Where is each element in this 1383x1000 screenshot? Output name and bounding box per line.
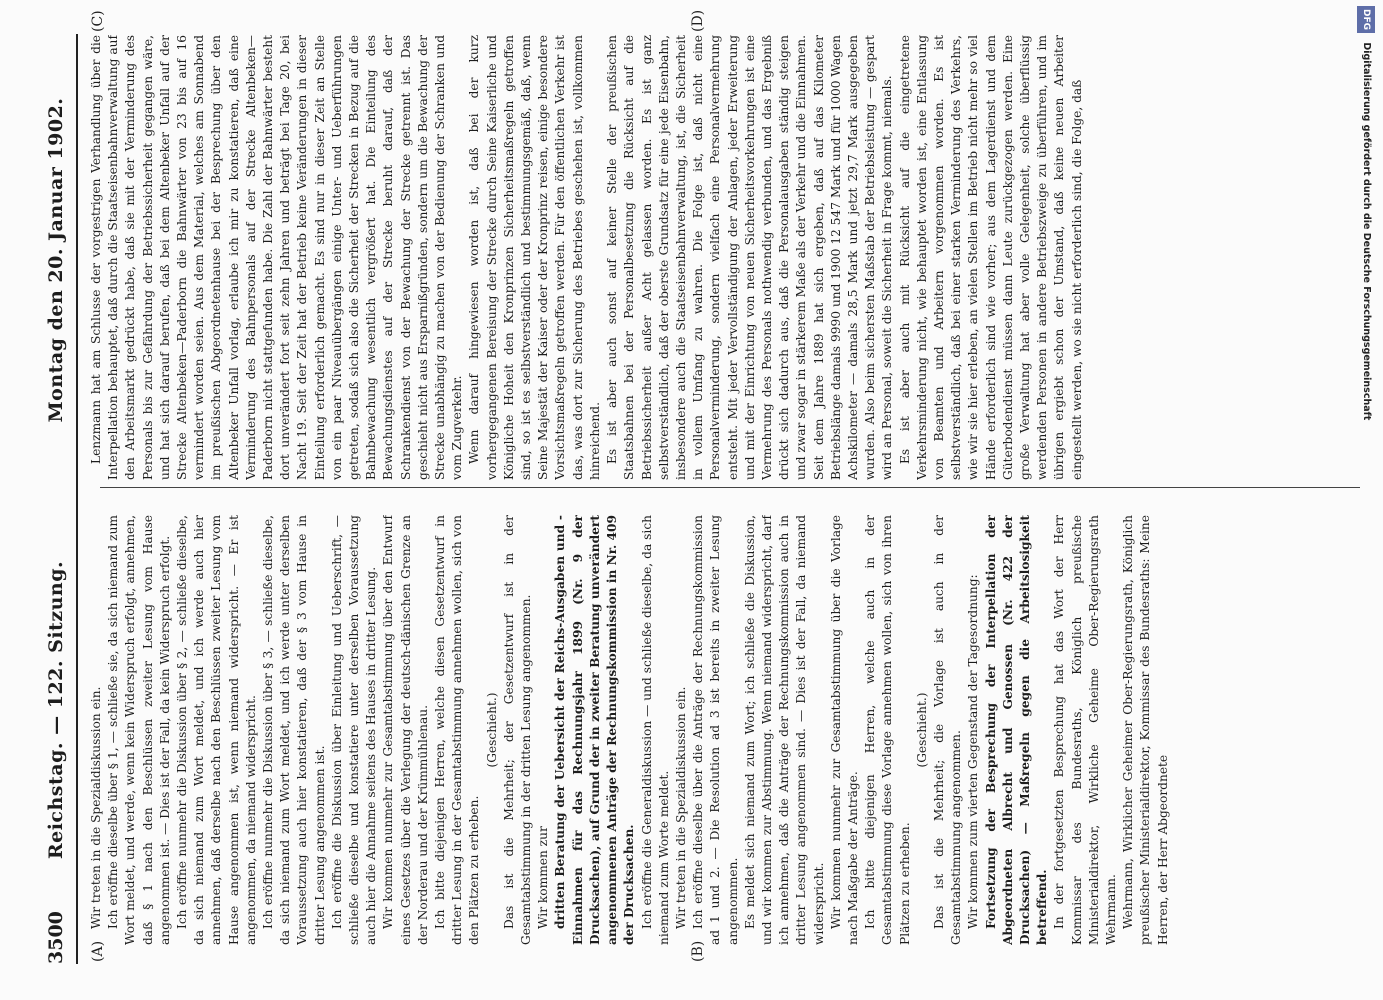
speaker-paragraph: Wehrmann, Wirklicher Geheimer Ober-Regierungsrath, Königlich preußischer Ministerialdirektor, Kommissar des Bundesraths: Meine Herren, der Herr Abgeordnete [1121,515,1170,945]
marker-d: (D) [690,9,706,32]
left-column [88,515,1363,945]
left-running-head: Reichstag. — 122. Sitzung. [45,560,67,860]
paragraph: Wir kommen nunmehr zur Gesamtabstimmung über den Entwurf eines Gesetzes über die Verlegung der deutsch-dänischen Grenze an der Norderau und der Krümmühlenau. [381,515,430,945]
paragraph: Wir kommen zum vierten Gegenstand der Tagesordnung: [966,574,981,929]
paragraph: Wir kommen zur [536,826,551,929]
paragraph: Ich eröffne dieselbe über § 1, — schließe sie, da sich niemand zum Wort meldet, und werde, wenn kein Widerspruch erfolgt, annehmen, daß § 1 nach den Beschlüssen zweiter Lesung vom Hause angenommen ist. — Dies ist der Fall, da kein Widerspruch erfolgt. [106,515,172,945]
page-number: 3500 [45,911,67,964]
paragraph: Ich eröffne nunmehr die Diskussion über § 2, — schließe dieselbe, da sich niemand zum Wort meldet, und ich werde auch hier annehmen, daß derselbe nach den Beschlüssen zweiter Lesung vom Hause angenommen ist, wenn niemand widerspricht. — Er ist angenommen, da niemand widerspricht. [175,515,258,945]
stage-direction: (Geschieht.) [484,692,499,768]
digitization-credit [1357,6,1375,966]
right-column [88,35,1363,480]
paragraph: Wir kommen nunmehr zur Gesamtabstimmung über die Vorlage nach Maßgabe der Anträge. [828,515,860,945]
paragraph: Wir treten in die Spezialdiskussion ein. [89,686,103,929]
paragraph: Es ist aber auch sonst auf keiner Stelle der preußischen Staatsbahnen bei der Personalbesetzung die Rücksicht auf die Betriebssicherheit außer Acht gelassen worden. Es ist ganz selbstverständlich, daß der oberste Grundsatz für eine jede Eisenbahn, insbesondere auch die Staatseisenbahnverwaltung, ist, die Sicherheit in vollem Umfang zu wahren. Die Folge ist, daß nicht eine Personalverminderung, sondern vielfach eine Personalvermehrung entsteht. Mit jeder Vervollständigung der Anlagen, jeder Erweiterung und mit der Einrichtung von neuen Sicherheitsvorkehrungen ist eine Vermehrung des Personals nothwendig verbunden, und das Ergebniß drückt sich dadurch aus, daß die Personalausgaben ständig steigen und zwar sogar in stärkerem Maße als der Verkehr und die Einnahmen. Seit dem Jahre 1889 hat sich ergeben, daß auf das Kilometer Betriebslänge damals 9990 und 1900 12 547 Mark und für 1000 Wagen Achskilometer — damals 28,5 Mark und jetzt 29,7 Mark ausgegeben wurden. Also beim sichersten Maßstab der Betriebsleistung — gespart wird an Personal, soweit die Sicherheit in Frage kommt, niemals. [605,35,895,480]
paragraph: Ich eröffne dieselbe über die Anträge der Rechnungskommission ad 1 und 2. — Die Resolution ad 3 ist bereits in zweiter Lesung angenommen. [691,515,740,945]
dfg-logo: DFG [1357,6,1375,33]
agenda-item-heading: Fortsetzung der Besprechung der Interpellation der Abgeordneten Albrecht und Genossen (Nr. 422 der Drucksachen) — Maßregeln gegen die Arbeitslosigkeit betreffend. [983,515,1050,945]
paragraph: Ich eröffne die Diskussion über Einleitung und Ueberschrift, — schließe dieselbe und konstatiere unter derselben Voraussetzung auch hier die Annahme seitens des Hauses in dritter Lesung. [329,515,379,945]
paragraph: Es ist aber auch mit Rücksicht auf die eingetretene Verkehrsminderung nicht, wie behauptet worden ist, eine Entlassung von Beamten und Arbeitern vorgenommen worden. Es ist selbstverständlich, daß bei einer starken Verminderung des Verkehrs, wie wir sie hier erleben, an vielen Stellen im Betrieb nicht mehr so viel Hände erforderlich sind wie vorher; aus dem Lagerdienst und dem Güterbodendienst müssen dann Leute zurückgezogen werden. Eine große Verwaltung hat aber volle Gelegenheit, solche überflüssig werdenden Personen in andere Betriebszweige zu überführen, und im übrigen ergiebt schon der Umstand, daß keine neuen Arbeiter eingestellt werden, wo sie nicht erforderlich sind, die Folge, daß [897,35,1084,480]
right-running-head: Montag den 20. Januar 1902. [45,97,67,423]
column-divider [100,487,1360,488]
paragraph: Das ist die Mehrheit; die Vorlage ist auch in der Gesamtabstimmung angenommen. [931,515,964,945]
header-rule [76,34,78,964]
paragraph: Ich eröffne die Generaldiskussion — und schließe dieselbe, da sich niemand zum Worte meldet. [639,515,671,945]
credit-text: Digitalisierung gefördert durch die Deutsche Forschungsgemeinschaft [1361,42,1372,421]
paragraph: Ich bitte diejenigen Herren, welche auch in der Gesamtabstimmung diese Vorlage annehmen wollen, sich von ihren Plätzen zu erheben. [863,515,912,945]
paragraph: Es meldet sich niemand zum Wort; ich schließe die Diskussion, und wir kommen zur Abstimmung. Wenn niemand widerspricht, darf ich annehmen, daß die Anträge der Rechnungskommission auch in dritter Lesung angenommen sind. — Dies ist der Fall, da niemand widerspricht. [742,515,826,945]
marker-b: (B) [690,940,706,962]
stage-direction: (Geschieht.) [914,692,929,768]
paragraph: Wir treten in die Spezialdiskussion ein. [673,686,688,929]
paragraph: Ich bitte diejenigen Herren, welche diesen Gesetzentwurf in dritter Lesung in der Gesamtabstimmung annehmen wollen, sich von den Plätzen zu erheben. [433,515,482,945]
paragraph: In der fortgesetzten Besprechung hat das Wort der Herr Kommissar des Bundesraths, Königlich preußische Ministerialdirektor, Wirkliche Geheime Ober-Regierungsrath Wehrmann. [1052,515,1118,945]
marker-a: (A) [90,940,106,962]
marker-c: (C) [90,10,106,32]
paragraph: Das ist die Mehrheit; der Gesetzentwurf ist in der Gesamtabstimmung in der dritten Lesung angenommen. [501,515,534,945]
agenda-item-heading: dritten Beratung der Uebersicht der Reichs-Ausgaben und -Einnahmen für das Rechnungsjahr 1899 (Nr. 9 der Drucksachen), auf Grund der in zweiter Beratung unverändert angenommenen Anträge der Rechnungskommission in Nr. 409 der Drucksachen. [553,515,637,945]
paragraph: Wenn darauf hingewiesen worden ist, daß bei der kurz vorhergegangenen Bereisung der Strecke durch Seine Kaiserliche und Königliche Hoheit den Kronprinzen Sicherheitsmaßregeln getroffen sind, so ist es selbstverständlich und bestimmungsgemäß, daß, wenn Seine Majestät der Kaiser oder der Kronprinz reisen, einige besondere Vorsichtsmaßregeln getroffen werden. Für den öffentlichen Verkehr ist das, was dort zur Sicherung des Betriebes geschehen ist, vollkommen hinreichend. [467,35,602,480]
paragraph: Ich eröffne nunmehr die Diskussion über § 3, — schließe dieselbe, da sich niemand zum Wort meldet, und ich werde unter derselben Voraussetzung auch hier konstatieren, daß der § 3 vom Hause in dritter Lesung angenommen ist. [261,515,327,945]
paragraph: Lenzmann hat am Schlusse der vorgestrigen Verhandlung über die Interpellation behauptet, daß durch die Staatseisenbahnverwaltung auf den Arbeitsmarkt gedrückt habe, daß sie mit der Verminderung des Personals bis zur Gefährdung der Betriebssicherheit gegangen wäre, und hat sich darauf berufen, daß bei dem Altenbeker Unfall auf der Strecke Altenbeken—Paderborn die Bahnwärter von 23 bis auf 16 vermindert worden seien. Aus dem Material, welches am Sonnabend im preußischen Abgeordnetenhause bei der Besprechung über den Altenbeker Unfall vorlag, erlaube ich mir zu konstatieren, daß eine Verminderung des Bahnpersonals auf der Strecke Altenbeken—Paderborn nicht stattgefunden habe. Die Zahl der Bahnwärter besteht dort unverändert fort seit zehn Jahren und beträgt bei Tage 20, bei Nacht 19. Seit der Zeit hat der Betrieb keine Veränderungen in dieser Einteilung erforderlich gemacht. Es sind nur in dieser Zeit an Stelle von ein paar Niveauübergängen einige Unter- und Ueberführungen getreten, sodaß sich also die Sicherheit der Strecken in Bezug auf die Bahnbewachung wesentlich vergrößert hat. Die Einteilung des Bewachungsdienstes auf der Strecke beruht darauf, daß der Schrankendienst von der Bewachung der Strecke getrennt ist. Das geschieht nicht aus Ersparnißgründen, sondern um die Bewachung der Strecke unabhängig zu machen von der Bedienung der Schranken und vom Zugverkehr. [89,35,465,480]
